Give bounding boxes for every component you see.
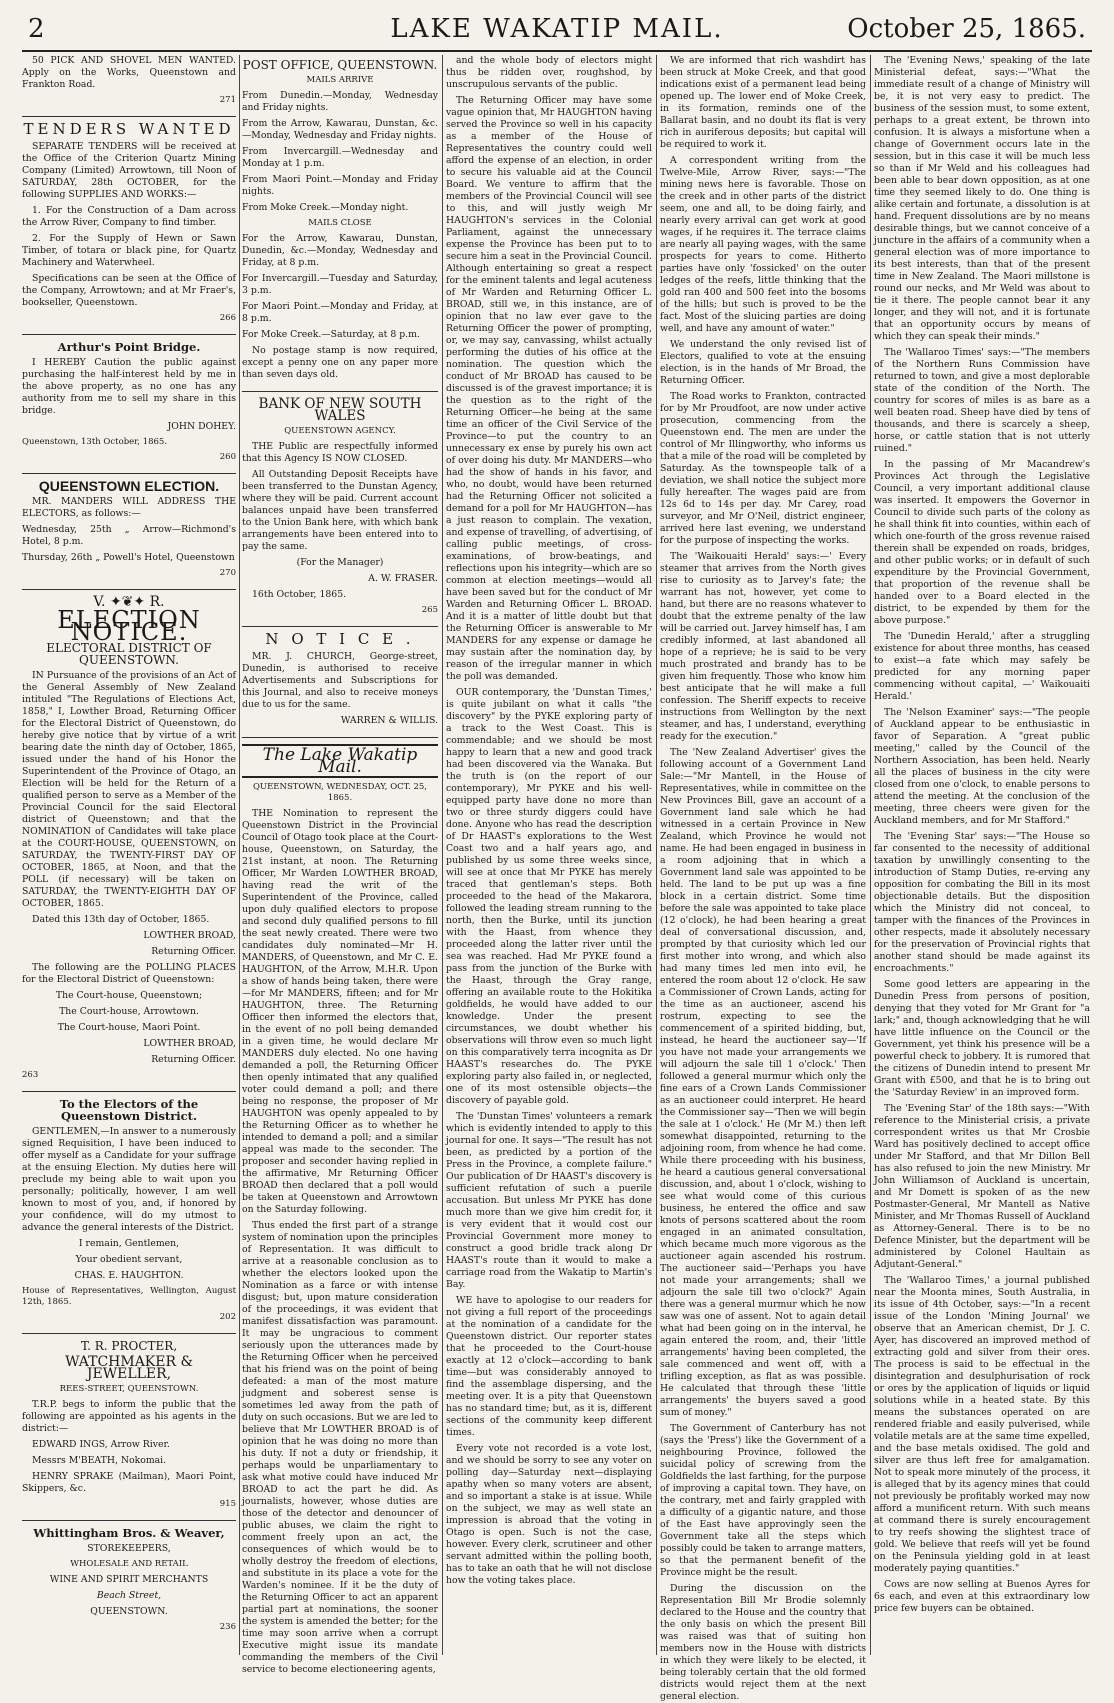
arthurs-body: I HEREBY Caution the public against purchasing the half-interest held by me in the above property, as no one has any authority from me to sell my share in this bridge. xyxy=(22,357,236,416)
whittingham-name: Whittingham Bros. & Weaver, xyxy=(33,1526,225,1540)
editorial-dateline: QUEENSTOWN, WEDNESDAY, OCT. 25, 1865. xyxy=(252,782,428,803)
mail-schedule: From Invercargill.—Wednesday and Monday at 1 p.m. xyxy=(242,146,438,169)
column-5 xyxy=(874,55,1090,1655)
electors-closing: I remain, Gentlemen, xyxy=(78,1238,180,1249)
tenders-heading: TENDERS WANTED xyxy=(23,120,235,138)
ad-code: 265 xyxy=(421,605,438,615)
electors-signature: CHAS. E. HAUGHTON. xyxy=(74,1270,184,1281)
bank-body: THE Public are respectfully informed that this Agency IS NOW CLOSED. xyxy=(242,441,438,464)
news-paragraph: During the discussion on the Representation Bill Mr Brodie solemnly declared to the House and the country that the only basis on which the present Bill was raised was that of suiting hon members now in the House with districts in which they were likely to be elected, it being tolerably certain that the old formed districts would reject them at the next general election. xyxy=(660,1583,866,1702)
whittingham-line: STOREKEEPERS, xyxy=(87,1543,171,1554)
election-notice-title: Returning Officer. xyxy=(151,946,236,957)
bank-for: (For the Manager) xyxy=(296,557,384,568)
ad-bank xyxy=(242,398,438,627)
procter-agent: EDWARD INGS, Arrow River. xyxy=(32,1439,170,1450)
ad-whittingham xyxy=(22,1527,236,1633)
ad-code: 270 xyxy=(219,568,236,578)
news-paragraph: The 'Wallaroo Times' says:—"The members of the Northern Runs Commission have returned to town, and give a most deplorable state of the condition of the North. The country for scores of miles is as bare as a well beaten road. Sheep have died by tens of thousands, and there is scarcely a sheep, horse, or cattle station that is not utterly ruined." xyxy=(874,347,1090,454)
mail-schedule: From Dunedin.—Monday, Wednesday and Friday nights. xyxy=(242,90,438,113)
notice-body: MR. J. CHURCH, George-street, Dunedin, is authorised to receive Advertisements and Subscriptions for this Journal, and also to receive moneys due to us for the same. xyxy=(242,651,438,710)
ad-tenders xyxy=(22,120,236,335)
mail-schedule: From Maori Point.—Monday and Friday nights. xyxy=(242,174,438,197)
election-notice-subheading: ELECTORAL DISTRICT OF QUEENSTOWN. xyxy=(46,641,212,667)
newspaper-title: LAKE WAKATIP MAIL. xyxy=(390,14,724,44)
tenders-body: SEPARATE TENDERS will be received at the Office of the Criterion Quartz Mining Company (Limited) Arrowtown, till Noon of SATURDAY, 28th OCTOBER, for the following SUPPLIES AND WORKS:— xyxy=(22,141,236,200)
article-paragraph: The Returning Officer may have some vague opinion that, Mr HAUGHTON having served the Province so well in his capacity as a member of the House of Representatives the country could well afford the expense of an election, in order to secure his valuable aid at the Council Board. We venture to affirm that the members of the Provincial Council will see to this, and will justly weigh Mr HAUGHTON's services in the Colonial Parliament, against the unnecessary expense the Province has been put to to secure him a seat in the Provincial Council. Although entertaining so great a respect for the eminent talents and legal acuteness of Mr Warden and Returning Officer L. BROAD, still we, in this instance, are of opinion that no law ever gave to the Returning Officer the power of prompting, or, we may say, canvassing, whilst actually performing the duties of his office at the nomination. The question which the conduct of Mr BROAD has caused to be discussed is of the gravest importance; it is the question as to the right of the Returning Officer—he being at the same time an officer of the Civil Service of the Province—to put the country to an unnecessary ex ense by purely his own act of over doing his duty. Mr MANDERS—who had the show of hands in his favor, and who, no doubt, would have been returned had the Returning Officer not solicited a demand for a poll for Mr HAUGHTON—has a just reason to complain. The vexation, and expense of travelling, of advertising, of calling public meetings, of cross-examinations, of brow-beatings, and reflections upon his integrity—which are so common at election meetings—would all have been saved but for the conduct of Mr Warden and Returning Officer L. BROAD. And it is a matter of little doubt but that the Returning Officer is answerable to Mr MANDERS for any expense or damage he may sustain after the nomination day, by reason of the irregular manner in which the poll was demanded. xyxy=(446,95,652,682)
news-paragraph: The 'Evening Star' says:—"The House so far consented to the necessity of additional taxation by unwillingly consenting to the introduction of Stamp Duties, re-erving any opposition for combating the Bill in its most objectionable details. But the disposition which the Ministry did not conceal, to tamper with the finances of the Provinces in other respects, made it absolutely necessary for the preservation of Provincial rights that another stand should be made against its encroachments." xyxy=(874,831,1090,974)
arthurs-signature: JOHN DOHEY. xyxy=(167,421,236,432)
news-paragraph: The 'Nelson Examiner' says:—"The people of Auckland appear to be enthusiastic in favor of Separation. A "great public meeting," called by the Council of the Northern Association, has been held. Nearly all the places of business in the city were closed from one o'clock, to enable persons to attend the meeting. At the conclusion of the meeting, three cheers were given for the Auckland members, and for Mr Stafford." xyxy=(874,707,1090,826)
news-paragraph: A correspondent writing from the Twelve-Mile, Arrow River, says:—"The mining news here is favorable. Those on the creek and in other parts of the district seem, one and all, to be doing fairly, and nearly every arrival can get work at good wages, if he requires it. The terrace claims are nearly all paying wages, with the same prospects for years to come. Hitherto parties have only 'fossicked' on the outer ledges of the reefs, little thinking that the gold ran 400 and 500 feet into the bosoms of the hills; but such is proved to be the fact. Most of the sluicing parties are doing well, and have any amount of water." xyxy=(660,155,866,334)
tenders-item: 2. For the Supply of Hewn or Sawn Timber, of totara or black pine, for Quartz Machinery and Waterwheel. xyxy=(22,233,236,268)
masthead xyxy=(0,0,1114,50)
qelection-body: MR. MANDERS WILL ADDRESS THE ELECTORS, as follows:— xyxy=(22,496,236,519)
mail-schedule: For the Arrow, Kawarau, Dunstan, Dunedin, &c.—Monday, Wednesday and Friday, at 8 p.m. xyxy=(242,233,438,268)
whittingham-line: WINE AND SPIRIT MERCHANTS xyxy=(49,1574,209,1585)
electors-address: House of Representatives, Wellington, August 12th, 1865. xyxy=(22,1286,236,1307)
post-office-notice xyxy=(242,59,438,392)
ad-code: 202 xyxy=(219,1312,236,1322)
notice-signature: WARREN & WILLIS. xyxy=(340,715,438,726)
election-notice-title: Returning Officer. xyxy=(151,1054,236,1065)
bank-body: All Outstanding Deposit Receipts have been transferred to the Dunstan Agency, where they will be paid. Current account balances unpaid have been transferred to the Union Bank here, with which bank arrangements have been entered into to pay the same. xyxy=(242,469,438,552)
royal-crest: V. ✦❦✦ R. xyxy=(93,594,165,610)
column-divider xyxy=(442,55,443,1655)
column-4 xyxy=(660,55,866,1702)
article-paragraph: and the whole body of electors might thus be ridden over, roughshod, by unscrupulous servants of the public. xyxy=(446,55,652,90)
qelection-line: Thursday, 26th „ Powell's Hotel, Queenstown xyxy=(22,552,235,563)
ad-code: 271 xyxy=(219,95,236,105)
mail-schedule: For Moke Creek.—Saturday, at 8 p.m. xyxy=(242,329,420,340)
arthurs-heading: Arthur's Point Bridge. xyxy=(57,340,201,354)
polling-place: The Court-house, Maori Point. xyxy=(57,1022,201,1033)
news-paragraph: In the passing of Mr Macandrew's Provinces Act through the Legislative Council, a very important additional clause was inserted. It empowers the Governor in Council to divide such parts of the colony as he shall think fit into counties, within each of which one-fourth of the gross revenue raised therein shall be expended on roads, bridges, and other public works; or in default of such expenditure by the Provincial Government, that proportion of the revenue shall be handed over to a Board elected in the district, to be expended by them for the above purpose." xyxy=(874,459,1090,626)
polling-place: The Court-house, Queenstown; xyxy=(55,990,203,1001)
article-paragraph: WE have to apologise to our readers for not giving a full report of the proceedings at the nomination of a candidate for the Queenstown district. Our reporter states that he proceeded to the Court-house exactly at 12 o'clock—according to bank time—but was considerably annoyed to find the assemblage dispersing, and the meeting over. It is a pity that Queenstown has no standard time; but, as it is, different sections of the community keep different times. xyxy=(446,1295,652,1438)
column-divider xyxy=(656,55,657,1655)
ad-code: 263 xyxy=(22,1070,39,1080)
ad-code: 266 xyxy=(219,313,236,323)
election-notice-dated: Dated this 13th day of October, 1865. xyxy=(32,914,210,925)
ad-code: 260 xyxy=(219,452,236,462)
bank-date: 16th October, 1865. xyxy=(252,589,347,600)
post-office-heading: POST OFFICE, QUEENSTOWN. xyxy=(242,58,438,72)
editorial-paragraph: THE Nomination to represent the Queenstown District in the Provincial Council of Otago took place at the Court-house, Queenstown, on Saturday, the 21st instant, at noon. The Returning Officer, Mr Warden LOWTHER BROAD, having read the writ of the Superintendent of the Province, called upon duly qualified electors to propose and second duly qualified persons to fill the seat newly created. There were two candidates duly nominated—Mr H. MANDERS, of Queenstown, and Mr C. E. HAUGHTON, of the Arrow, M.H.R. Upon a show of hands being taken, there were—for Mr MANDERS, fifteen; and for Mr HAUGHTON, three. The Returning Officer then informed the electors that, in the event of no poll being demanded in a given time, he would declare Mr MANDERS duly elected. No one having demanded a poll, the Returning Officer then openly intimated that any qualified voter could demand a poll; and there being no response, the proposer of Mr HAUGHTON was openly appealed to by the Returning Officer as to whether he intended to demand a poll; and a similar appeal was made to the seconder. The proposer and seconder having replied in the affirmative, Mr Returning Officer BROAD then declared that a poll would be taken at Queenstown and Arrowtown on the Saturday following. xyxy=(242,808,438,1215)
qelection-line: Wednesday, 25th „ Arrow—Richmond's Hotel, 8 p.m. xyxy=(22,524,236,547)
mails-arrive-label: MAILS ARRIVE xyxy=(306,75,374,85)
mail-schedule: For Invercargill.—Tuesday and Saturday, 3 p.m. xyxy=(242,273,438,296)
news-paragraph: The 'Evening News,' speaking of the late Ministerial defeat, says:—"What the immediate result of a change of Ministry will be, it is not very easy to predict. The business of the session must, to some extent, perhaps to a great extent, be thrown into confusion. It is always a misfortune when a change of Government occurs late in the session, but in this case it will be much less so than if Mr Weld and his colleagues had been able to bear down opposition, as at one time they seemed likely to do. One thing is alike certain and fortunate, a dissolution is at hand. Frequent dissolutions are by no means desirable things, but we cannot conceive of a juncture in the affairs of a community when a general election was of more importance to its best interests, than that of the present time in New Zealand. The Maori millstone is round our necks, and Mr Weld was about to tie it there. The people cannot bear it any longer, and they will not, and it is fortunate that an opportunity occurs by means of which they can speak their minds." xyxy=(874,55,1090,342)
column-1 xyxy=(22,55,236,1655)
tenders-item: 1. For the Construction of a Dam across the Arrow River, Company to find timber. xyxy=(22,205,236,228)
polling-place: The Court-house, Arrowtown. xyxy=(59,1006,199,1017)
news-paragraph: The 'Dunedin Herald,' after a struggling existence for about three months, has ceased to exist—a fate which may safely be predicted for any morning paper commencing without capital, —' Waikouaiti Herald.' xyxy=(874,631,1090,702)
postage-note: No postage stamp is now required, except a penny one on any paper more than seven days old. xyxy=(242,345,438,380)
whittingham-line: Beach Street, xyxy=(96,1590,162,1601)
notice-heading: N O T I C E . xyxy=(265,630,415,648)
issue-date: October 25, 1865. xyxy=(847,14,1086,44)
column-divider xyxy=(870,55,871,1655)
masthead-rule xyxy=(22,50,1092,52)
column-3 xyxy=(446,55,652,1655)
column-2 xyxy=(242,55,438,1675)
article-paragraph: OUR contemporary, the 'Dunstan Times,' is quite jubilant on what it calls "the discovery" by the PYKE exploring party of a track to the West Coast. This is commendable; and we should be most happy to learn that a new and good track had been discovered via the Wanaka. But the truth is (on the report of our contemporary), Mr PYKE and his well-equipped party have done no more than two or three sturdy diggers could have done. Anyone who has read the description of Dr HAAST's explorations to the West Coast two and a half years ago, and published by us some three weeks since, will see at once that Mr PYKE has merely traced that gentleman's steps. Both proceeded to the head of the Makarora, followed the leading stream running to the north, then the Burke, until its junction with the Haast, from whence they proceeded along the latter river until the sea was reached. Had Mr PYKE found a pass from the junction of the Burke with the Haast, through the Gray range, offering an available route to the Hokitika goldfields, he would have added to our knowledge. Under the present circumstances, we doubt whether his observations will throw even so much light on this comparatively terra incognita as Dr HAAST's researches do. The PYKE exploring party also failed in, or neglected, one of its most ostensible objects—the discovery of payable gold. xyxy=(446,687,652,1106)
news-paragraph: The Road works to Frankton, contracted for by Mr Proudfoot, are now under active prosecution, commencing from the Queenstown end. The men are under the control of Mr Illingworthy, who informs us that a mile of the road will be completed by Saturday. As the townspeople talk of a deviation, we shall notice the subject more fully hereafter. The wages paid are from 12s 6d to 14s per day. Mr Carey, road surveyor, and Mr O'Neil, district engineer, arrived here last evening, we understand for the purpose of inspecting the works. xyxy=(660,391,866,546)
election-notice-signature: LOWTHER BROAD, xyxy=(143,1038,236,1049)
polling-places-intro: The following are the POLLING PLACES for the Electoral District of Queenstown: xyxy=(22,962,236,985)
procter-body: T.R.P. begs to inform the public that the following are appointed as his agents in the district:— xyxy=(22,1399,236,1434)
column-divider xyxy=(239,55,240,1655)
procter-address: REES-STREET, QUEENSTOWN. xyxy=(59,1384,199,1394)
article-paragraph: Every vote not recorded is a vote lost, and we should be sorry to see any voter on polling day—Saturday next—displaying apathy when so many voters are absent, and so important a stake is at issue. While on the subject, we may as well state an impression is abroad that the voting in Otago is open. Such is not the case, however. Every clerk, scrutineer and other servant admitted within the polling booth, has to take an oath that he will not disclose how the voting takes place. xyxy=(446,1443,652,1586)
ad-notice xyxy=(242,630,438,738)
procter-name: T. R. PROCTER, xyxy=(80,1339,178,1353)
electors-heading: To the Electors of the Queenstown District. xyxy=(59,1097,199,1123)
page-number: 2 xyxy=(28,14,45,44)
qelection-heading: QUEENSTOWN ELECTION. xyxy=(38,478,220,494)
ad-arthurs-point xyxy=(22,341,236,474)
electors-closing: Your obedient servant, xyxy=(75,1254,183,1265)
news-paragraph: Cows are now selling at Buenos Ayres for 6s each, and even at this extraordinary low price few buyers can be obtained. xyxy=(874,1579,1090,1614)
ad-procter xyxy=(22,1340,236,1521)
paper-nameplate: The Lake Wakatip Mail. xyxy=(242,744,438,778)
electors-body: GENTLEMEN,—In answer to a numerously signed Requisition, I have been induced to offer myself as a Candidate for your suffrage at the ensuing Election. My duties here will preclude my being able to wait upon you personally; politically, however, I am well known to most of you, and, if honored by your confidence, will do my utmost to advance the general interests of the District. xyxy=(22,1126,236,1233)
bank-subheading: QUEENSTOWN AGENCY. xyxy=(284,426,396,436)
ad-code: 236 xyxy=(219,1622,236,1632)
arthurs-date: Queenstown, 13th October, 1865. xyxy=(22,437,168,447)
procter-agent: HENRY SPRAKE (Mailman), Maori Point, Skippers, &c. xyxy=(22,1471,236,1494)
news-paragraph: We are informed that rich washdirt has been struck at Moke Creek, and that good indications exist of a permanent lead being opened up. The lower end of Moke Creek, in its formation, reminds one of the Ballarat basin, and no doubt its flat is very rich in auriferous deposits; but capital will be required to work it. xyxy=(660,55,866,150)
ad-election-notice xyxy=(22,606,236,1092)
election-notice-body: IN Pursuance of the provisions of an Act of the General Assembly of New Zealand intituled "The Regulations of Elections Act, 1858," I, Lowther Broad, Returning Officer for the Electoral District of Queenstown, do hereby give notice that by virtue of a writ bearing date the ninth day of October, 1865, issued under the hand of his Honor the Superintendent of the Province of Otago, an Election will be held for the Return of a qualified person to serve as a Member of the Provincial Council for the said Electoral district of Queenstown; and that the NOMINATION of Candidates will take place at the COURT-HOUSE, QUEENSTOWN, on SATURDAY, the TWENTY-FIRST DAY OF OCTOBER, 1865, at Noon, and that the POLL (if necessary) will be taken on SATURDAY, the TWENTY-EIGHTH DAY OF OCTOBER, 1865. xyxy=(22,670,236,909)
news-paragraph: The 'New Zealand Advertiser' gives the following account of a Government Land Sale:—"Mr Mantell, in the House of Representatives, while in committee on the New Provinces Bill, gave an account of a Government land sale which he had witnessed in a certain Province in New Zealand, which Province he would not name. He had been engaged in business in a room adjoining that in which a Government land sale was appointed to be held. The land to be put up was a fine block in a certain district. Some time before the sale was appointed to take place (12 o'clock), he had been hearing a great deal of conversational discussion, and, prompted by that curiosity which led our first mother into wrong, and which also had many times led men into evil, he entered the room about 12 o'clock. He saw a Commissioner of Crown Lands, acting for the time as an auctioneer, ascend his rostrum, expecting to see the commencement of a spirited bidding, but, instead, he heard the auctioneer say—'If you have not made your arrangements we will adjourn the sale till 1 o'clock.' Then followed a general murmur which only the fine ears of a Crown Lands Commissioner as an auctioneer could interpret. He heard the Commissioner say—'Then we will begin the sale at 1 o'clock.' He (Mr M.) then left somewhat disappointed, returning to the adjoining room, from whence he had come. While there proceeding with his business, he heard a cautious general conversational discussion, and, about 1 o'clock, wishing to see what would come of this curious business, he entered the office and saw knots of persons scattered about the room engaged in an animated consultation, which became much more vigorous as the auctioneer again ascended his rostrum. The auctioneer said—'Perhaps you have not made your arrangements; shall we adjourn the sale till two o'clock?' Again there was a general murmur which he now saw was one of assent. Not to again detail what had been going on in the interval, he again entered the room, and, their 'little arrangements' having been completed, the sale commenced and went off, with a trifling exception, as flat as was possible. He calculated that through these 'little arrangements' the buyers saved a good sum of money." xyxy=(660,747,866,1418)
election-notice-heading: ELECTION NOTICE. xyxy=(57,606,201,646)
whittingham-line: WHOLESALE AND RETAIL xyxy=(70,1559,188,1569)
ad-to-electors xyxy=(22,1098,236,1334)
ad-pick-and-shovel xyxy=(22,55,236,117)
whittingham-line: QUEENSTOWN. xyxy=(90,1606,168,1617)
news-paragraph: The 'Evening Star' of the 18th says:—"With reference to the Ministerial crisis, a private correspondent writes us that Mr Crosbie Ward has positively declined to accept office under Mr Stafford, and that Mr Dillon Bell has also refused to join the new Ministry. Mr John Williamson of Auckland is uncertain, and Mr Domett is spoken of as the new Postmaster-General, Mr Mantell as Native Minister, and Mr Thomas Russell of Auckland as Attorney-General. There is to be no Defence Minister, but the department will be administered by Colonel Haultain as Adjutant-General." xyxy=(874,1103,1090,1270)
election-notice-signature: LOWTHER BROAD, xyxy=(143,930,236,941)
news-paragraph: The 'Waikouaiti Herald' says:—' Every steamer that arrives from the North gives rise to curiosity as to Jarvey's fate; the warrant has not, however, yet come to hand, but there are no reasons whatever to doubt that the extreme penalty of the law will be carried out. Jarvey himself has, I am credibly informed, at last abandoned all hope of a reprieve; he is said to be very much prostrated and brandy has to be given him frequently. Those who know him best anticipate that he will make a full confession. The Sheriff expects to receive instructions from Wellington by the next steamer, and has, I understand, everything ready for the execution." xyxy=(660,551,866,742)
ad-queenstown-election xyxy=(22,480,236,590)
news-paragraph: We understand the only revised list of Electors, qualified to vote at the ensuing election, is in the hands of Mr Broad, the Returning Officer. xyxy=(660,339,866,386)
editorial-paragraph: Thus ended the first part of a strange system of nomination upon the principles of Representation. It was difficult to arrive at a reasonable conclusion as to whether the electors looked upon the Nomination as a farce or with intense disgust; but, upon mature consideration of the proceedings, it was evident that manifest dissatisfaction was paramount. It may be ungracious to comment seriously upon the utterances made by the Returning Officer when he perceived that his friend was on the point of being defeated: a man of the most mature judgment and soberest sense is sometimes led away from the path of duty on such occasions. But we are led to believe that Mr LOWTHER BROAD is of opinion that he was doing no more than his duty. If not a duty or friendship, it perhaps would be unparliamentary to ask what motive could have induced Mr BROAD to act the part he did. As journalists, however, whose duties are those of the detector and denouncer of public abuses, we claim the right to comment freely upon an act, the consequences of which would be to wholly destroy the freedom of elections, and substitute in its place a vote for the Warden's nominee. If it be the duty of the Returning Officer to act an apparent partial part at nominations, the sooner the system is amended the better; for the time may soon arrive when a corrupt Executive might issue its mandate commanding the members of the Civil service to become electioneering agents, xyxy=(242,1220,438,1675)
ad-code: 915 xyxy=(219,1499,236,1509)
news-paragraph: The 'Wallaroo Times,' a journal published near the Moonta mines, South Australia, in its issue of 4th October, says:—"In a recent issue of the London 'Mining Journal' we observe that an American chemist, Dr J. C. Ayer, has discovered an improved method of extracting gold and silver from their ores. The process is said to be effectual in the disintegration and desulphurisation of rock or ores by the application of liquids or liquid solutions while in a heated state. By this means the substances operated on are rendered friable and easily pulverised, while volatile metals are at the same time expelled, and the base metals oxidised. The gold and silver are thus left free for amalgamation. Not to speak more minutely of the process, it is alleged that by its agency mines that could not previously be profitably worked may now afford a munificent return. With such means at command there is surely encouragement to try reefs showing the slightest trace of gold. We believe that reefs will yet be found on the Peninsula yielding gold in at least moderately paying quantities." xyxy=(874,1275,1090,1574)
news-paragraph: Some good letters are appearing in the Dunedin Press from persons of position, denying that they voted for Mr Grant for "a lark;" and, though acknowledging that he will have little influence on the Council or the Government, yet think his presence will be a powerful check to jobbery. It is rumored that the citizens of Dunedin intend to present Mr Grant with £500, and that he is to bring out the 'Saturday Review' in an improved form. xyxy=(874,979,1091,1098)
bank-heading: BANK OF NEW SOUTH WALES xyxy=(258,396,422,424)
mail-schedule: From Moke Creek.—Monday night. xyxy=(242,202,409,213)
mail-schedule: For Maori Point.—Monday and Friday, at 8 p.m. xyxy=(242,301,438,324)
article-paragraph: The 'Dunstan Times' volunteers a remark which is evidently intended to apply to this journal for one. It says—"The result has not been, as predicted by a portion of the Press in the Province, a complete failure." Our publication of Dr HAAST's discovery is sufficient refutation of such a puerile accusation. But unless Mr PYKE has done much more than we give him credit for, it is very evident that it would cost our Provincial Government more money to construct a good bridle track along Dr HAAST's route than it would to make a carriage road from the Wakatip to Martin's Bay. xyxy=(446,1111,652,1290)
bank-signature: A. W. FRASER. xyxy=(368,573,438,584)
ad-text: 50 PICK AND SHOVEL MEN WANTED. Apply on the Works, Queenstown and Frankton Road. xyxy=(22,55,236,90)
news-paragraph: The Government of Canterbury has not (says the 'Press') like the Government of a neighbouring Province, followed the suicidal policy of screwing from the Goldfields the last farthing, for the purpose of improving a capital town. They have, on the contrary, met and fairly grappled with a difficulty of a gigantic nature, and those of the East have approvingly seen the Government take all the steps which possibly could be taken to arrange matters, so that the permanent benefit of the Province might be the result. xyxy=(660,1423,866,1578)
mail-schedule: From the Arrow, Kawarau, Dunstan, &c.—Monday, Wednesday and Friday nights. xyxy=(242,118,438,141)
procter-agent: Messrs M'BEATH, Nokomai. xyxy=(32,1455,167,1466)
procter-trade: WATCHMAKER & JEWELLER, xyxy=(65,1354,193,1382)
mails-close-label: MAILS CLOSE xyxy=(308,218,372,228)
tenders-footer: Specifications can be seen at the Office of the Company, Arrowtown; and at Mr Fraer's, bookseller, Queenstown. xyxy=(22,273,236,308)
